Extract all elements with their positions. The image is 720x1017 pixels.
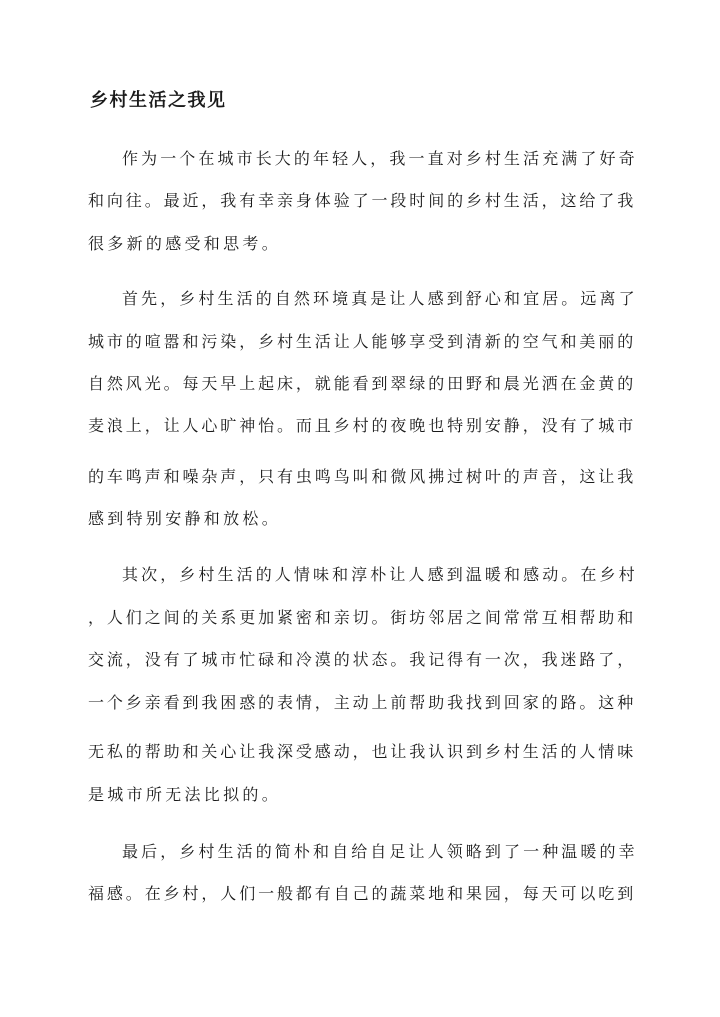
- paragraph-2-line-4: 麦浪上，让人心旷神怡。而且乡村的夜晚也特别安静，没有了城市: [88, 416, 637, 435]
- paragraph-1-line-1: 作为一个在城市长大的年轻人，我一直对乡村生活充满了好奇: [122, 149, 638, 168]
- paragraph-4-line-2: 福感。在乡村，人们一般都有自己的蔬菜地和果园，每天可以吃到: [88, 884, 637, 903]
- paragraph-3-line-3: 交流，没有了城市忙碌和冷漠的状态。我记得有一次，我迷路了，: [88, 650, 637, 669]
- paragraph-1-line-3: 很多新的感受和思考。: [88, 234, 282, 253]
- paragraph-4-line-1: 最后，乡村生活的简朴和自给自足让人领略到了一种温暖的幸: [122, 842, 638, 861]
- paragraph-2-line-2: 城市的喧嚣和污染，乡村生活让人能够享受到清新的空气和美丽的: [88, 332, 637, 351]
- paragraph-1-line-2: 和向往。最近，我有幸亲身体验了一段时间的乡村生活，这给了我: [88, 191, 637, 210]
- paragraph-3-line-6: 是城市所无法比拟的。: [88, 785, 282, 804]
- paragraph-3-line-2: ，人们之间的关系更加紧密和亲切。街坊邻居之间常常互相帮助和: [88, 608, 637, 627]
- document-title: 乡村生活之我见: [90, 90, 227, 111]
- paragraph-2-line-1: 首先，乡村生活的自然环境真是让人感到舒心和宜居。远离了: [122, 289, 638, 308]
- paragraph-3-line-5: 无私的帮助和关心让我深受感动，也让我认识到乡村生活的人情味: [88, 742, 637, 761]
- paragraph-2-line-5: 的车鸣声和噪杂声，只有虫鸣鸟叫和微风拂过树叶的声音，这让我: [88, 467, 637, 486]
- paragraph-3-line-4: 一个乡亲看到我困惑的表情，主动上前帮助我找到回家的路。这种: [88, 693, 637, 712]
- paragraph-2-line-3: 自然风光。每天早上起床，就能看到翠绿的田野和晨光洒在金黄的: [88, 374, 637, 393]
- paragraph-3-line-1: 其次，乡村生活的人情味和淳朴让人感到温暖和感动。在乡村: [122, 565, 638, 584]
- paragraph-2-line-6: 感到特别安静和放松。: [88, 509, 282, 528]
